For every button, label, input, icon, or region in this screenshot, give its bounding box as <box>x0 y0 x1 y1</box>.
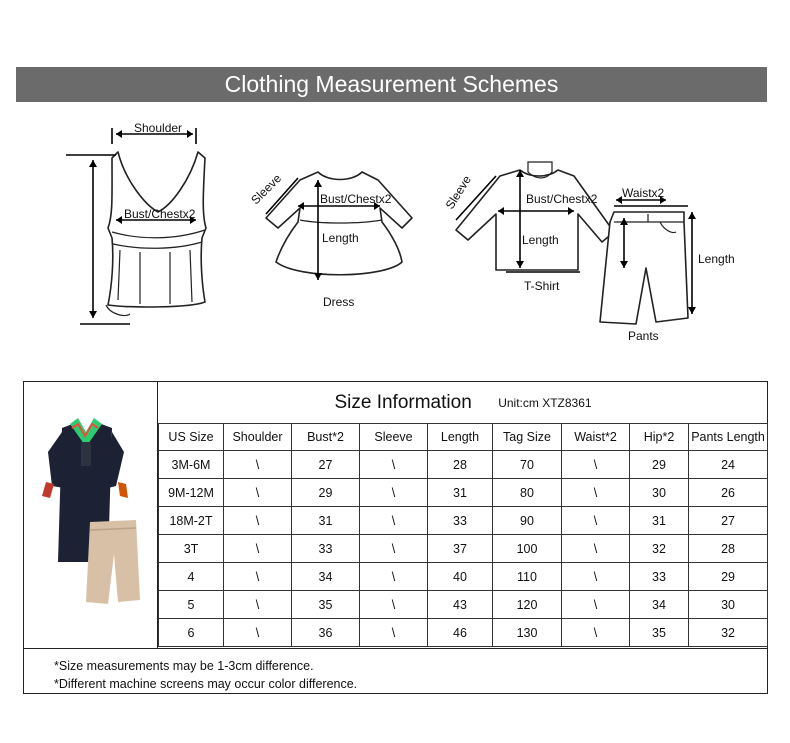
header-cell: Bust*2 <box>292 424 360 451</box>
table-cell: 70 <box>493 451 562 479</box>
pants-waist-label: Waistx2 <box>622 186 665 200</box>
table-cell: 35 <box>630 619 689 647</box>
measurement-diagrams <box>0 110 790 360</box>
tshirt-caption: T-Shirt <box>524 279 560 293</box>
table-cell: \ <box>224 563 292 591</box>
table-cell: 32 <box>630 535 689 563</box>
header-cell: Pants Length <box>689 424 768 451</box>
vest-shoulder-label: Shoulder <box>134 121 183 135</box>
table-cell: 24 <box>689 451 768 479</box>
size-table-header-row <box>159 424 768 451</box>
table-cell: 31 <box>428 479 493 507</box>
table-cell: 46 <box>428 619 493 647</box>
size-table-title: Size Information <box>334 391 472 413</box>
table-cell: 3M-6M <box>159 451 224 479</box>
table-cell: 36 <box>292 619 360 647</box>
header-cell: Tag Size <box>493 424 562 451</box>
table-cell: 27 <box>292 451 360 479</box>
tshirt-length-label: Length <box>522 233 559 247</box>
note-line: *Different machine screens may occur color difference. <box>54 677 358 691</box>
dress-caption: Dress <box>323 295 355 309</box>
table-row <box>159 535 768 563</box>
header-cell: Shoulder <box>224 424 292 451</box>
table-cell: 40 <box>428 563 493 591</box>
table-cell: 34 <box>292 563 360 591</box>
table-row <box>159 479 768 507</box>
dress-sleeve-label: Sleeve <box>248 171 285 208</box>
size-table <box>158 382 768 647</box>
table-row <box>159 451 768 479</box>
table-cell: \ <box>360 563 428 591</box>
table-cell: \ <box>360 479 428 507</box>
table-cell: 35 <box>292 591 360 619</box>
table-row <box>159 507 768 535</box>
table-cell: 29 <box>292 479 360 507</box>
header-cell: Sleeve <box>360 424 428 451</box>
table-cell: 80 <box>493 479 562 507</box>
tshirt-sleeve-label: Sleeve <box>442 173 474 212</box>
table-cell: 120 <box>493 591 562 619</box>
tshirt-bust-label: Bust/Chestx2 <box>526 192 598 206</box>
table-cell: \ <box>360 619 428 647</box>
table-cell: 130 <box>493 619 562 647</box>
table-cell: \ <box>562 591 630 619</box>
pants-caption: Pants <box>628 329 659 343</box>
table-cell: 9M-12M <box>159 479 224 507</box>
table-cell: \ <box>224 591 292 619</box>
table-cell: 34 <box>630 591 689 619</box>
header-cell: Hip*2 <box>630 424 689 451</box>
note-line: *Size measurements may be 1-3cm difference. <box>54 659 314 673</box>
table-cell: \ <box>360 507 428 535</box>
table-cell: \ <box>224 507 292 535</box>
table-cell: 3T <box>159 535 224 563</box>
table-cell: 110 <box>493 563 562 591</box>
dress-diagram <box>248 171 412 309</box>
table-cell: 37 <box>428 535 493 563</box>
table-cell: \ <box>562 507 630 535</box>
pants-length-label: Length <box>698 252 735 266</box>
size-table-unit: Unit:cm XTZ8361 <box>498 395 592 410</box>
table-cell: 31 <box>630 507 689 535</box>
page-banner: Clothing Measurement Schemes <box>16 67 767 102</box>
table-cell: 43 <box>428 591 493 619</box>
table-cell: 33 <box>428 507 493 535</box>
table-cell: 4 <box>159 563 224 591</box>
tshirt-diagram <box>443 162 614 293</box>
table-cell: 26 <box>689 479 768 507</box>
table-cell: 29 <box>630 451 689 479</box>
table-cell: 28 <box>428 451 493 479</box>
table-cell: \ <box>224 535 292 563</box>
table-cell: \ <box>360 535 428 563</box>
table-row <box>159 591 768 619</box>
header-cell: US Size <box>159 424 224 451</box>
table-cell: \ <box>562 535 630 563</box>
table-cell: 33 <box>630 563 689 591</box>
table-cell: \ <box>562 479 630 507</box>
table-cell: 5 <box>159 591 224 619</box>
table-cell: 28 <box>689 535 768 563</box>
table-cell: \ <box>224 451 292 479</box>
vest-bust-label: Bust/Chestx2 <box>124 207 196 221</box>
table-cell: 30 <box>630 479 689 507</box>
pants-diagram <box>600 186 735 343</box>
table-row <box>159 563 768 591</box>
table-cell: 29 <box>689 563 768 591</box>
table-cell: 90 <box>493 507 562 535</box>
table-cell: \ <box>562 451 630 479</box>
table-row <box>159 619 768 647</box>
size-table-title-row <box>159 382 768 424</box>
table-cell: \ <box>562 619 630 647</box>
header-cell: Length <box>428 424 493 451</box>
dress-bust-label: Bust/Chestx2 <box>320 192 392 206</box>
table-cell: 27 <box>689 507 768 535</box>
table-cell: 31 <box>292 507 360 535</box>
table-cell: 18M-2T <box>159 507 224 535</box>
table-cell: 6 <box>159 619 224 647</box>
size-info-box <box>23 381 768 694</box>
product-photo <box>24 382 158 648</box>
table-cell: \ <box>562 563 630 591</box>
header-cell: Waist*2 <box>562 424 630 451</box>
table-cell: \ <box>224 479 292 507</box>
vest-diagram <box>66 121 206 324</box>
table-cell: 32 <box>689 619 768 647</box>
notes <box>24 648 767 693</box>
pants-image <box>86 520 140 604</box>
table-cell: 33 <box>292 535 360 563</box>
table-cell: 30 <box>689 591 768 619</box>
table-cell: 100 <box>493 535 562 563</box>
table-cell: \ <box>360 451 428 479</box>
table-cell: \ <box>224 619 292 647</box>
dress-length-label: Length <box>322 231 359 245</box>
table-cell: \ <box>360 591 428 619</box>
